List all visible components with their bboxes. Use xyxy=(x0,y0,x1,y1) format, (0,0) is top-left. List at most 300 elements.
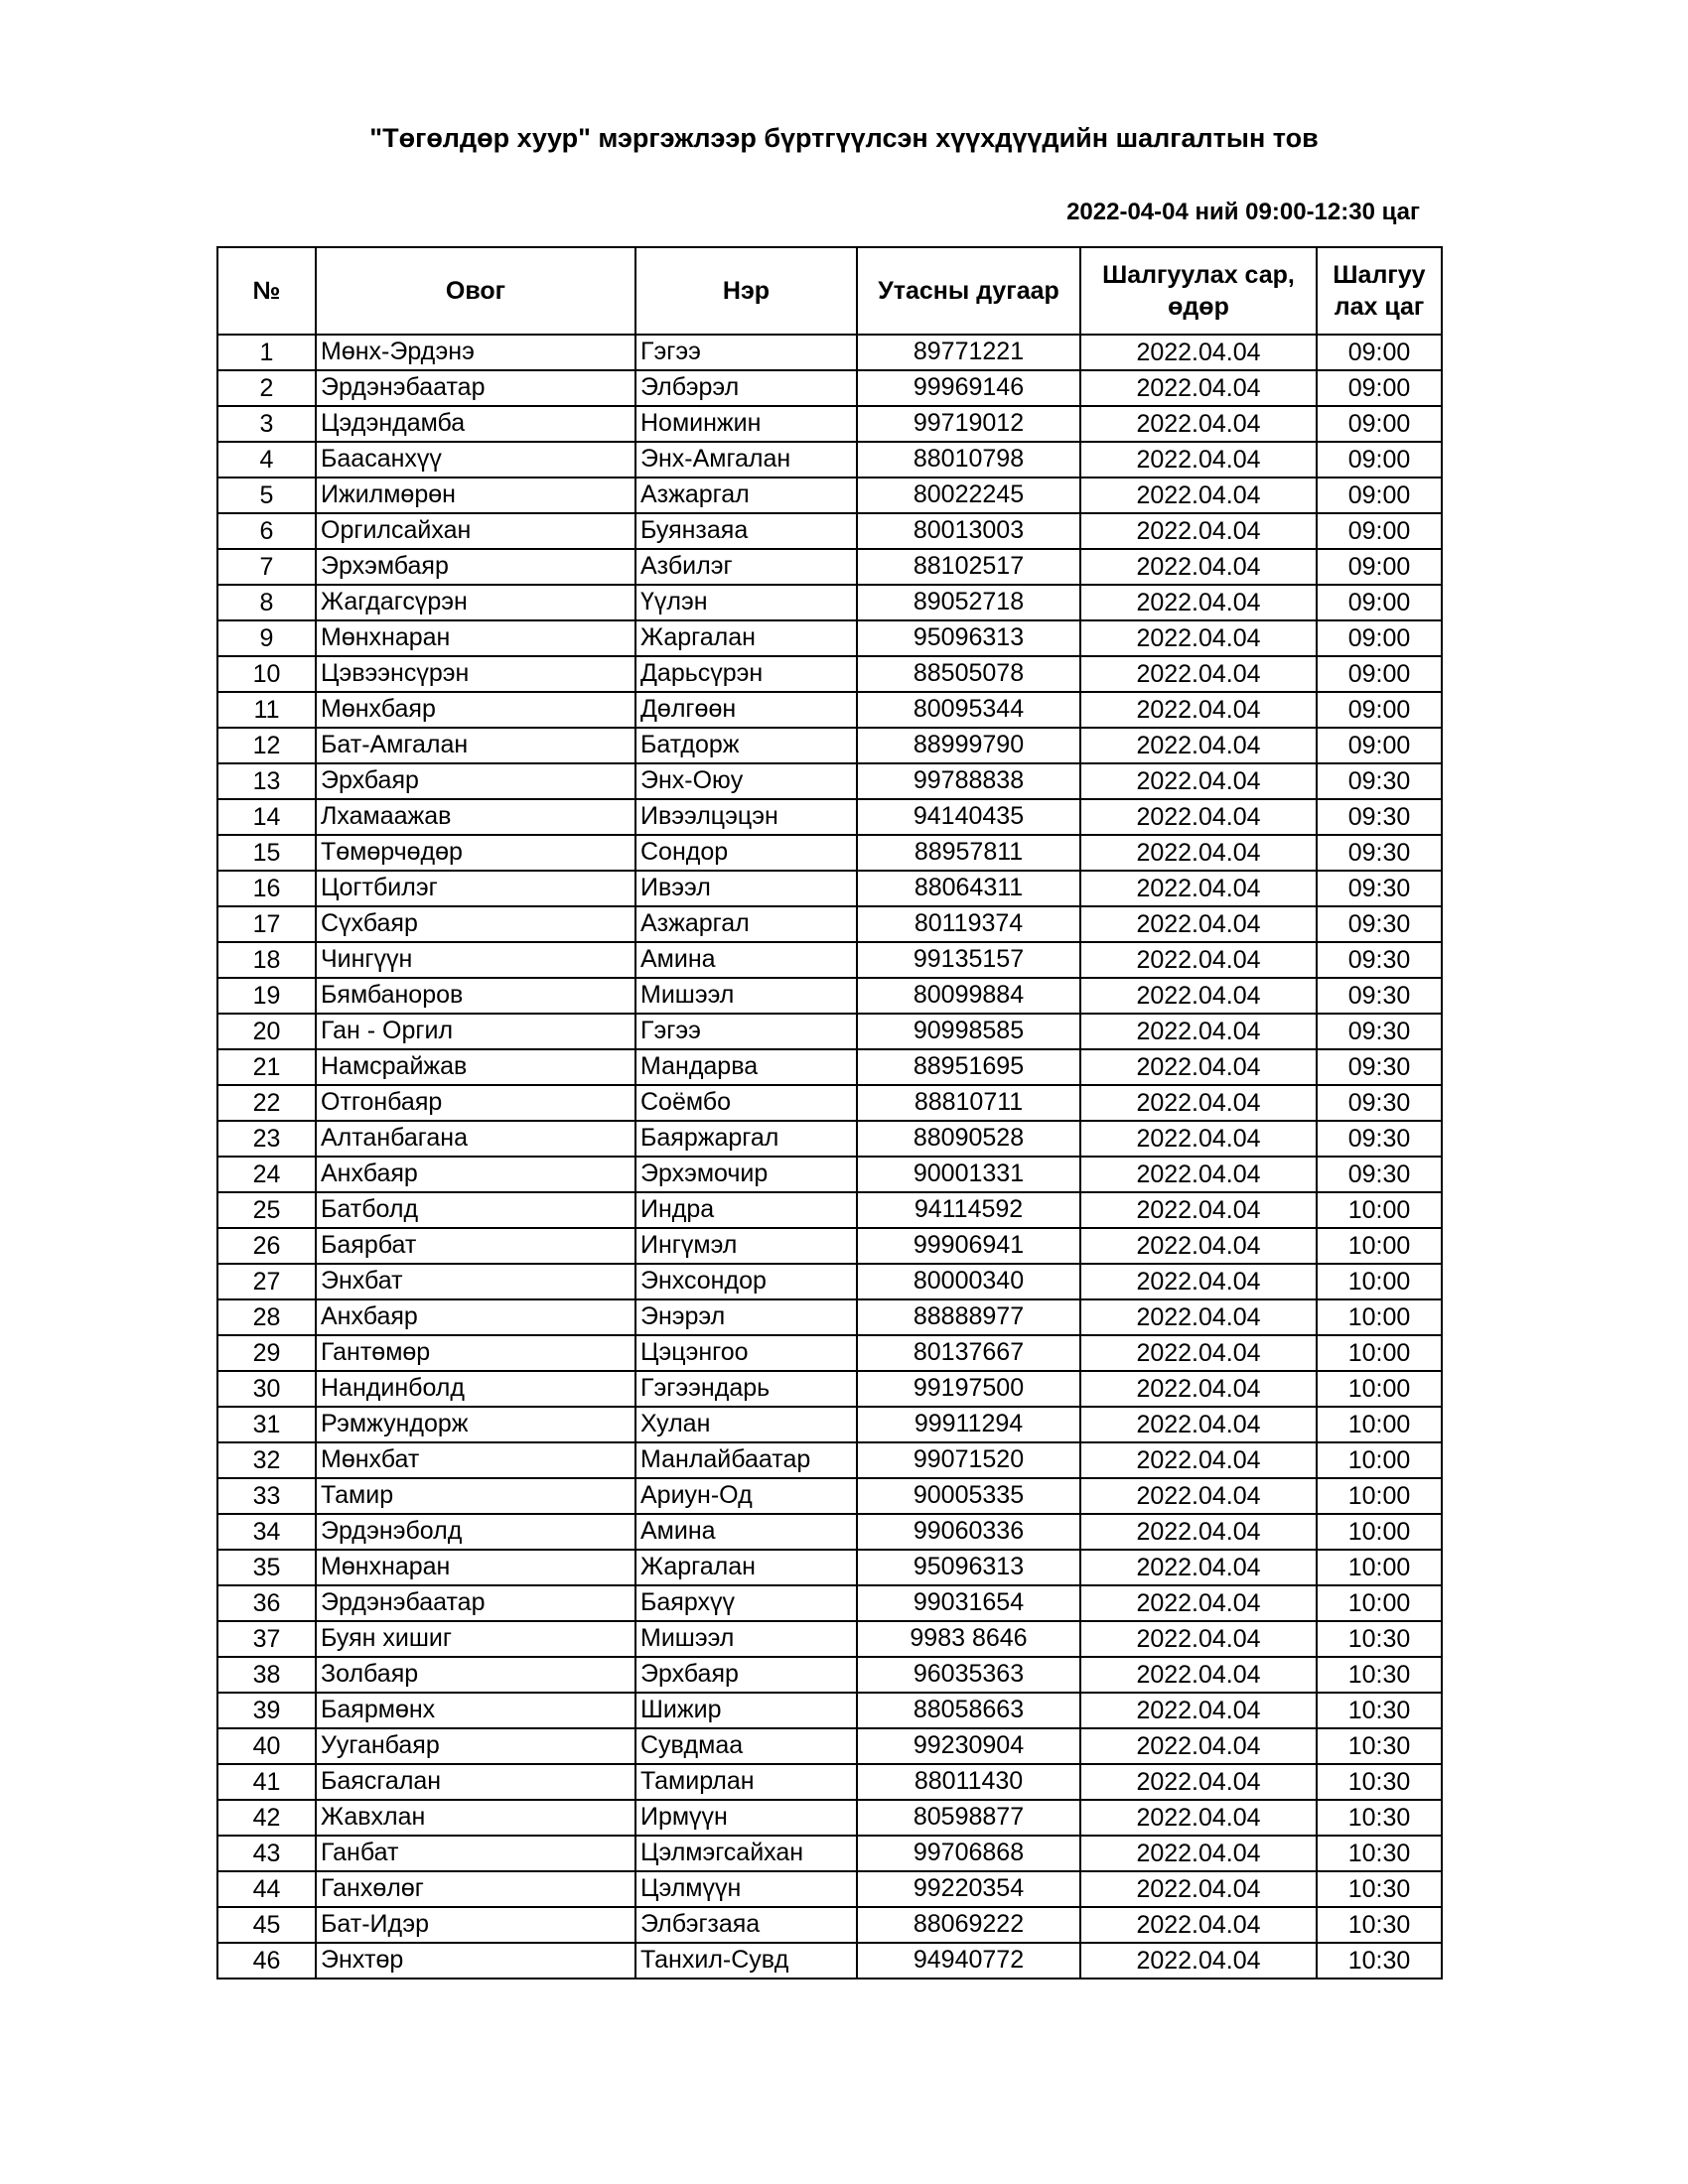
cell-exam-date: 2022.04.04 xyxy=(1080,1407,1317,1442)
cell-surname: Чингүүн xyxy=(316,942,635,978)
cell-phone: 80598877 xyxy=(857,1800,1080,1836)
cell-number: 22 xyxy=(217,1085,316,1121)
cell-number: 24 xyxy=(217,1157,316,1192)
cell-phone: 90998585 xyxy=(857,1014,1080,1049)
cell-exam-time: 10:00 xyxy=(1317,1335,1442,1371)
table-row xyxy=(217,370,1442,406)
cell-exam-time: 10:30 xyxy=(1317,1907,1442,1943)
cell-surname: Мөнхбаяр xyxy=(316,692,635,728)
cell-name: Энхсондор xyxy=(635,1264,857,1299)
cell-number: 20 xyxy=(217,1014,316,1049)
table-row xyxy=(217,442,1442,478)
cell-exam-date: 2022.04.04 xyxy=(1080,1514,1317,1550)
cell-number: 41 xyxy=(217,1764,316,1800)
cell-exam-time: 09:00 xyxy=(1317,335,1442,370)
table-row xyxy=(217,1764,1442,1800)
cell-name: Ирмүүн xyxy=(635,1800,857,1836)
cell-number: 46 xyxy=(217,1943,316,1979)
cell-surname: Эрдэнэбаатар xyxy=(316,370,635,406)
cell-surname: Ижилмөрөн xyxy=(316,478,635,513)
cell-phone: 88090528 xyxy=(857,1121,1080,1157)
cell-phone: 94140435 xyxy=(857,799,1080,835)
cell-exam-time: 09:00 xyxy=(1317,478,1442,513)
cell-number: 35 xyxy=(217,1550,316,1585)
cell-name: Дарьсүрэн xyxy=(635,656,857,692)
cell-phone: 99719012 xyxy=(857,406,1080,442)
cell-name: Эрхэмочир xyxy=(635,1157,857,1192)
cell-exam-date: 2022.04.04 xyxy=(1080,513,1317,549)
header-number: № xyxy=(217,247,316,335)
cell-exam-date: 2022.04.04 xyxy=(1080,1335,1317,1371)
cell-exam-date: 2022.04.04 xyxy=(1080,1728,1317,1764)
cell-name: Буянзаяа xyxy=(635,513,857,549)
cell-exam-date: 2022.04.04 xyxy=(1080,871,1317,906)
cell-phone: 99969146 xyxy=(857,370,1080,406)
cell-name: Мишээл xyxy=(635,978,857,1014)
table-row xyxy=(217,1299,1442,1335)
cell-number: 6 xyxy=(217,513,316,549)
cell-surname: Цэвээнсүрэн xyxy=(316,656,635,692)
cell-name: Цэцэнгоо xyxy=(635,1335,857,1371)
cell-phone: 88058663 xyxy=(857,1693,1080,1728)
cell-phone: 80137667 xyxy=(857,1335,1080,1371)
cell-exam-date: 2022.04.04 xyxy=(1080,1943,1317,1979)
cell-exam-time: 09:00 xyxy=(1317,406,1442,442)
cell-number: 10 xyxy=(217,656,316,692)
cell-exam-time: 10:00 xyxy=(1317,1407,1442,1442)
cell-exam-time: 10:00 xyxy=(1317,1514,1442,1550)
cell-phone: 89052718 xyxy=(857,585,1080,620)
cell-name: Батдорж xyxy=(635,728,857,763)
table-row xyxy=(217,1014,1442,1049)
cell-surname: Баярмөнх xyxy=(316,1693,635,1728)
cell-number: 12 xyxy=(217,728,316,763)
table-row xyxy=(217,871,1442,906)
cell-number: 16 xyxy=(217,871,316,906)
cell-number: 5 xyxy=(217,478,316,513)
cell-exam-time: 09:30 xyxy=(1317,1049,1442,1085)
cell-surname: Ган - Оргил xyxy=(316,1014,635,1049)
cell-surname: Цэдэндамба xyxy=(316,406,635,442)
cell-exam-time: 09:30 xyxy=(1317,906,1442,942)
cell-exam-time: 10:00 xyxy=(1317,1585,1442,1621)
cell-surname: Эрдэнэболд xyxy=(316,1514,635,1550)
cell-exam-date: 2022.04.04 xyxy=(1080,1371,1317,1407)
cell-exam-date: 2022.04.04 xyxy=(1080,1478,1317,1514)
cell-exam-time: 10:30 xyxy=(1317,1800,1442,1836)
cell-exam-date: 2022.04.04 xyxy=(1080,1228,1317,1264)
cell-surname: Эрдэнэбаатар xyxy=(316,1585,635,1621)
cell-phone: 88999790 xyxy=(857,728,1080,763)
table-row xyxy=(217,1657,1442,1693)
cell-surname: Мөнхнаран xyxy=(316,620,635,656)
cell-surname: Ганбат xyxy=(316,1836,635,1871)
cell-name: Жаргалан xyxy=(635,1550,857,1585)
cell-number: 37 xyxy=(217,1621,316,1657)
cell-surname: Ууганбаяр xyxy=(316,1728,635,1764)
cell-exam-time: 10:00 xyxy=(1317,1228,1442,1264)
cell-name: Цэлмүүн xyxy=(635,1871,857,1907)
cell-name: Амина xyxy=(635,942,857,978)
cell-exam-time: 09:30 xyxy=(1317,763,1442,799)
cell-exam-date: 2022.04.04 xyxy=(1080,942,1317,978)
cell-name: Азжаргал xyxy=(635,478,857,513)
cell-name: Ивээл xyxy=(635,871,857,906)
table-row xyxy=(217,1693,1442,1728)
cell-exam-date: 2022.04.04 xyxy=(1080,1621,1317,1657)
cell-surname: Отгонбаяр xyxy=(316,1085,635,1121)
cell-exam-time: 09:00 xyxy=(1317,692,1442,728)
cell-number: 26 xyxy=(217,1228,316,1264)
cell-exam-time: 10:30 xyxy=(1317,1836,1442,1871)
cell-number: 30 xyxy=(217,1371,316,1407)
cell-phone: 99071520 xyxy=(857,1442,1080,1478)
cell-exam-date: 2022.04.04 xyxy=(1080,370,1317,406)
cell-name: Азжаргал xyxy=(635,906,857,942)
cell-name: Ингүмэл xyxy=(635,1228,857,1264)
cell-exam-date: 2022.04.04 xyxy=(1080,1442,1317,1478)
cell-phone: 94114592 xyxy=(857,1192,1080,1228)
cell-name: Гэгээ xyxy=(635,1014,857,1049)
cell-number: 34 xyxy=(217,1514,316,1550)
cell-name: Ариун-Од xyxy=(635,1478,857,1514)
cell-exam-time: 09:30 xyxy=(1317,835,1442,871)
cell-surname: Эрхэмбаяр xyxy=(316,549,635,585)
cell-phone: 89771221 xyxy=(857,335,1080,370)
cell-exam-time: 10:30 xyxy=(1317,1871,1442,1907)
cell-number: 33 xyxy=(217,1478,316,1514)
table-row xyxy=(217,1836,1442,1871)
cell-surname: Бат-Идэр xyxy=(316,1907,635,1943)
cell-name: Шижир xyxy=(635,1693,857,1728)
cell-exam-time: 09:00 xyxy=(1317,549,1442,585)
cell-surname: Мөнхбат xyxy=(316,1442,635,1478)
table-row xyxy=(217,1728,1442,1764)
table-row xyxy=(217,1157,1442,1192)
cell-surname: Баасанхүү xyxy=(316,442,635,478)
cell-exam-time: 09:00 xyxy=(1317,656,1442,692)
cell-number: 21 xyxy=(217,1049,316,1085)
cell-exam-date: 2022.04.04 xyxy=(1080,1836,1317,1871)
cell-number: 14 xyxy=(217,799,316,835)
cell-name: Энэрэл xyxy=(635,1299,857,1335)
cell-phone: 99031654 xyxy=(857,1585,1080,1621)
cell-exam-date: 2022.04.04 xyxy=(1080,1264,1317,1299)
table-row xyxy=(217,406,1442,442)
cell-exam-time: 10:00 xyxy=(1317,1264,1442,1299)
cell-name: Манлайбаатар xyxy=(635,1442,857,1478)
cell-number: 8 xyxy=(217,585,316,620)
document-title: "Төгөлдөр хуур" мэргэжлээр бүртгүүлсэн хүүхдүүдийн шалгалтын тов xyxy=(369,123,1319,153)
cell-name: Үүлэн xyxy=(635,585,857,620)
cell-name: Энх-Амгалан xyxy=(635,442,857,478)
table-row xyxy=(217,478,1442,513)
cell-exam-time: 10:00 xyxy=(1317,1192,1442,1228)
cell-phone: 95096313 xyxy=(857,1550,1080,1585)
table-row xyxy=(217,978,1442,1014)
cell-surname: Оргилсайхан xyxy=(316,513,635,549)
cell-number: 19 xyxy=(217,978,316,1014)
cell-exam-date: 2022.04.04 xyxy=(1080,1550,1317,1585)
cell-phone: 88011430 xyxy=(857,1764,1080,1800)
cell-number: 7 xyxy=(217,549,316,585)
table-row xyxy=(217,1871,1442,1907)
cell-surname: Гантөмөр xyxy=(316,1335,635,1371)
cell-exam-date: 2022.04.04 xyxy=(1080,1693,1317,1728)
cell-surname: Лхамаажав xyxy=(316,799,635,835)
cell-exam-date: 2022.04.04 xyxy=(1080,1085,1317,1121)
cell-surname: Мөнх-Эрдэнэ xyxy=(316,335,635,370)
header-exam-time: Шалгуу лах цаг xyxy=(1317,247,1442,335)
table-row xyxy=(217,835,1442,871)
cell-surname: Сүхбаяр xyxy=(316,906,635,942)
cell-exam-time: 10:30 xyxy=(1317,1764,1442,1800)
header-surname: Овог xyxy=(316,247,635,335)
table-row xyxy=(217,549,1442,585)
cell-name: Азбилэг xyxy=(635,549,857,585)
cell-phone: 96035363 xyxy=(857,1657,1080,1693)
cell-surname: Төмөрчөдөр xyxy=(316,835,635,871)
table-row xyxy=(217,335,1442,370)
cell-surname: Энхтөр xyxy=(316,1943,635,1979)
cell-exam-time: 09:30 xyxy=(1317,978,1442,1014)
cell-number: 28 xyxy=(217,1299,316,1335)
cell-name: Энх-Оюу xyxy=(635,763,857,799)
cell-phone: 88064311 xyxy=(857,871,1080,906)
cell-phone: 88951695 xyxy=(857,1049,1080,1085)
cell-phone: 99706868 xyxy=(857,1836,1080,1871)
cell-number: 9 xyxy=(217,620,316,656)
cell-name: Тамирлан xyxy=(635,1764,857,1800)
exam-date-line: 2022-04-04 ний 09:00-12:30 цаг xyxy=(1066,199,1420,225)
cell-number: 38 xyxy=(217,1657,316,1693)
cell-surname: Бямбаноров xyxy=(316,978,635,1014)
table-row xyxy=(217,513,1442,549)
cell-phone: 88010798 xyxy=(857,442,1080,478)
cell-surname: Ганхөлөг xyxy=(316,1871,635,1907)
cell-phone: 99788838 xyxy=(857,763,1080,799)
cell-surname: Буян хишиг xyxy=(316,1621,635,1657)
cell-exam-time: 10:00 xyxy=(1317,1299,1442,1335)
cell-number: 4 xyxy=(217,442,316,478)
table-row xyxy=(217,656,1442,692)
cell-surname: Бат-Амгалан xyxy=(316,728,635,763)
cell-exam-time: 10:00 xyxy=(1317,1442,1442,1478)
cell-exam-time: 09:30 xyxy=(1317,871,1442,906)
cell-number: 43 xyxy=(217,1836,316,1871)
table-row xyxy=(217,585,1442,620)
cell-number: 31 xyxy=(217,1407,316,1442)
cell-exam-date: 2022.04.04 xyxy=(1080,1585,1317,1621)
cell-phone: 90005335 xyxy=(857,1478,1080,1514)
table-row xyxy=(217,1442,1442,1478)
cell-exam-date: 2022.04.04 xyxy=(1080,835,1317,871)
table-row xyxy=(217,1514,1442,1550)
cell-exam-time: 09:00 xyxy=(1317,370,1442,406)
cell-exam-date: 2022.04.04 xyxy=(1080,1192,1317,1228)
cell-phone: 80119374 xyxy=(857,906,1080,942)
table-row xyxy=(217,1264,1442,1299)
cell-exam-date: 2022.04.04 xyxy=(1080,1157,1317,1192)
cell-name: Номинжин xyxy=(635,406,857,442)
table-row xyxy=(217,1371,1442,1407)
cell-exam-time: 10:30 xyxy=(1317,1728,1442,1764)
cell-phone: 99906941 xyxy=(857,1228,1080,1264)
cell-phone: 99135157 xyxy=(857,942,1080,978)
table-row xyxy=(217,1192,1442,1228)
cell-phone: 88505078 xyxy=(857,656,1080,692)
cell-number: 15 xyxy=(217,835,316,871)
cell-surname: Алтанбагана xyxy=(316,1121,635,1157)
cell-exam-date: 2022.04.04 xyxy=(1080,763,1317,799)
table-row xyxy=(217,1407,1442,1442)
table-row xyxy=(217,763,1442,799)
cell-name: Сондор xyxy=(635,835,857,871)
table-row xyxy=(217,906,1442,942)
cell-surname: Цогтбилэг xyxy=(316,871,635,906)
cell-name: Соёмбо xyxy=(635,1085,857,1121)
cell-phone: 88888977 xyxy=(857,1299,1080,1335)
cell-exam-time: 10:30 xyxy=(1317,1943,1442,1979)
cell-name: Гэгээндарь xyxy=(635,1371,857,1407)
cell-number: 13 xyxy=(217,763,316,799)
cell-phone: 99911294 xyxy=(857,1407,1080,1442)
cell-exam-date: 2022.04.04 xyxy=(1080,549,1317,585)
table-row xyxy=(217,1049,1442,1085)
cell-exam-date: 2022.04.04 xyxy=(1080,1299,1317,1335)
table-body xyxy=(217,335,1442,1979)
cell-phone: 88810711 xyxy=(857,1085,1080,1121)
cell-name: Мандарва xyxy=(635,1049,857,1085)
cell-name: Жаргалан xyxy=(635,620,857,656)
cell-exam-time: 09:30 xyxy=(1317,942,1442,978)
cell-exam-date: 2022.04.04 xyxy=(1080,978,1317,1014)
cell-exam-date: 2022.04.04 xyxy=(1080,1121,1317,1157)
table-row xyxy=(217,1228,1442,1264)
cell-name: Танхил-Сувд xyxy=(635,1943,857,1979)
cell-exam-date: 2022.04.04 xyxy=(1080,1014,1317,1049)
cell-number: 11 xyxy=(217,692,316,728)
cell-exam-time: 09:00 xyxy=(1317,728,1442,763)
cell-phone: 99060336 xyxy=(857,1514,1080,1550)
cell-phone: 94940772 xyxy=(857,1943,1080,1979)
cell-exam-time: 10:30 xyxy=(1317,1621,1442,1657)
cell-name: Баяржаргал xyxy=(635,1121,857,1157)
table-row xyxy=(217,1085,1442,1121)
cell-surname: Мөнхнаран xyxy=(316,1550,635,1585)
cell-name: Мишээл xyxy=(635,1621,857,1657)
cell-surname: Батболд xyxy=(316,1192,635,1228)
cell-phone: 9983 8646 xyxy=(857,1621,1080,1657)
cell-surname: Жагдагсүрэн xyxy=(316,585,635,620)
table-row xyxy=(217,1621,1442,1657)
cell-exam-time: 10:00 xyxy=(1317,1550,1442,1585)
cell-number: 36 xyxy=(217,1585,316,1621)
cell-number: 17 xyxy=(217,906,316,942)
cell-exam-date: 2022.04.04 xyxy=(1080,1657,1317,1693)
cell-name: Амина xyxy=(635,1514,857,1550)
cell-name: Дөлгөөн xyxy=(635,692,857,728)
cell-name: Элбэрэл xyxy=(635,370,857,406)
header-exam-date: Шалгуулах сар, өдөр xyxy=(1080,247,1317,335)
cell-phone: 80095344 xyxy=(857,692,1080,728)
table-row xyxy=(217,942,1442,978)
table-row xyxy=(217,1800,1442,1836)
cell-name: Сувдмаа xyxy=(635,1728,857,1764)
cell-exam-date: 2022.04.04 xyxy=(1080,1764,1317,1800)
cell-surname: Эрхбаяр xyxy=(316,763,635,799)
cell-exam-time: 09:30 xyxy=(1317,1157,1442,1192)
cell-phone: 80099884 xyxy=(857,978,1080,1014)
header-name: Нэр xyxy=(635,247,857,335)
cell-name: Цэлмэгсайхан xyxy=(635,1836,857,1871)
cell-surname: Рэмжундорж xyxy=(316,1407,635,1442)
cell-exam-time: 10:30 xyxy=(1317,1657,1442,1693)
cell-phone: 80000340 xyxy=(857,1264,1080,1299)
table-row xyxy=(217,1478,1442,1514)
cell-exam-date: 2022.04.04 xyxy=(1080,692,1317,728)
cell-surname: Тамир xyxy=(316,1478,635,1514)
cell-phone: 99197500 xyxy=(857,1371,1080,1407)
cell-number: 25 xyxy=(217,1192,316,1228)
cell-number: 29 xyxy=(217,1335,316,1371)
cell-number: 18 xyxy=(217,942,316,978)
cell-surname: Золбаяр xyxy=(316,1657,635,1693)
cell-exam-time: 10:00 xyxy=(1317,1478,1442,1514)
table-row xyxy=(217,1121,1442,1157)
cell-exam-date: 2022.04.04 xyxy=(1080,656,1317,692)
cell-name: Хулан xyxy=(635,1407,857,1442)
cell-surname: Жавхлан xyxy=(316,1800,635,1836)
cell-exam-date: 2022.04.04 xyxy=(1080,728,1317,763)
cell-exam-time: 10:30 xyxy=(1317,1693,1442,1728)
cell-exam-date: 2022.04.04 xyxy=(1080,1049,1317,1085)
cell-surname: Нандинболд xyxy=(316,1371,635,1407)
cell-number: 44 xyxy=(217,1871,316,1907)
header-phone: Утасны дугаар xyxy=(857,247,1080,335)
cell-number: 42 xyxy=(217,1800,316,1836)
cell-exam-date: 2022.04.04 xyxy=(1080,478,1317,513)
cell-exam-time: 09:00 xyxy=(1317,442,1442,478)
cell-exam-time: 09:00 xyxy=(1317,620,1442,656)
cell-number: 27 xyxy=(217,1264,316,1299)
exam-schedule-table xyxy=(216,246,1443,1979)
cell-phone: 88957811 xyxy=(857,835,1080,871)
cell-number: 3 xyxy=(217,406,316,442)
cell-exam-time: 09:30 xyxy=(1317,799,1442,835)
cell-phone: 80013003 xyxy=(857,513,1080,549)
table-row xyxy=(217,1585,1442,1621)
table-row xyxy=(217,728,1442,763)
cell-phone: 88102517 xyxy=(857,549,1080,585)
cell-exam-date: 2022.04.04 xyxy=(1080,1800,1317,1836)
cell-exam-date: 2022.04.04 xyxy=(1080,585,1317,620)
cell-number: 45 xyxy=(217,1907,316,1943)
cell-surname: Намсрайжав xyxy=(316,1049,635,1085)
cell-name: Ивээлцэцэн xyxy=(635,799,857,835)
table-header-row xyxy=(217,247,1442,335)
cell-number: 32 xyxy=(217,1442,316,1478)
cell-exam-date: 2022.04.04 xyxy=(1080,406,1317,442)
cell-number: 1 xyxy=(217,335,316,370)
table-row xyxy=(217,799,1442,835)
cell-name: Эрхбаяр xyxy=(635,1657,857,1693)
cell-exam-time: 10:00 xyxy=(1317,1371,1442,1407)
cell-number: 23 xyxy=(217,1121,316,1157)
cell-number: 40 xyxy=(217,1728,316,1764)
cell-name: Баярхүү xyxy=(635,1585,857,1621)
cell-surname: Анхбаяр xyxy=(316,1157,635,1192)
